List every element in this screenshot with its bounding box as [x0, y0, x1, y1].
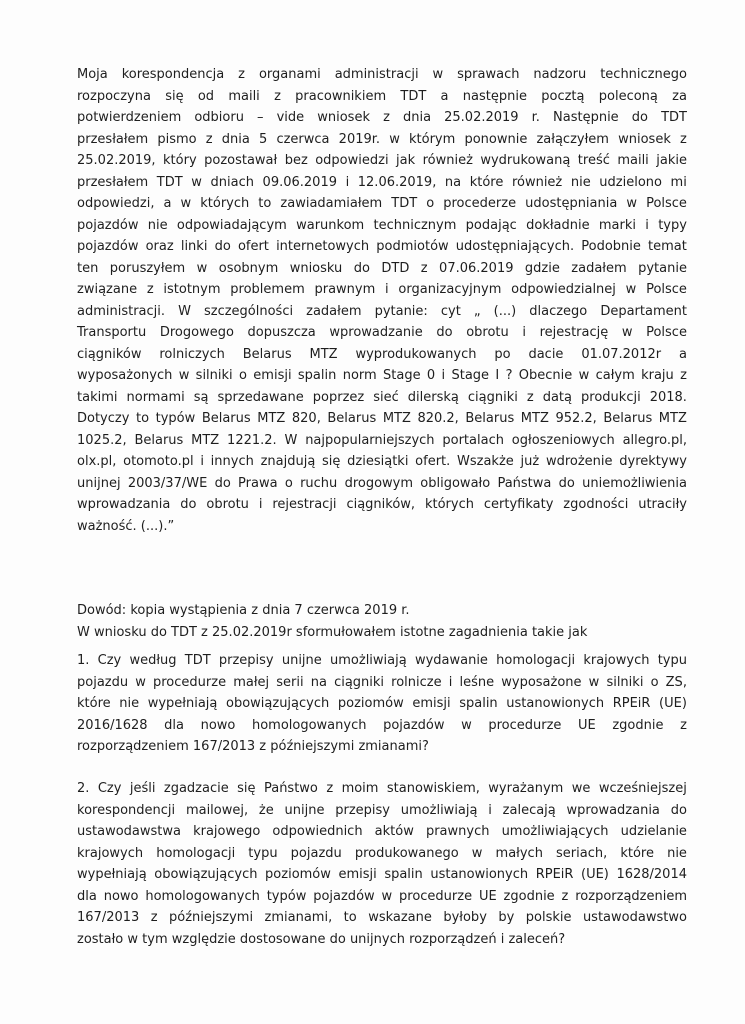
paragraph-question-2	[77, 778, 687, 950]
text-line: 2. Czy jeśli zgadzacie się Państwo z moim stanowiskiem, wyrażanym we wcześniejszej	[77, 781, 687, 796]
text-line: wprowadzania do obrotu i rejestracji ciągników, których certyfikaty zgodności utraciły	[77, 497, 687, 512]
text-line: 25.02.2019, który pozostawał bez odpowiedzi jak również wydrukowaną treść maili jakie	[77, 153, 687, 168]
text-line: ustawodawstwa krajowego odpowiednich aktów prawnych umożliwiających udzielanie	[77, 824, 687, 839]
text-line: rozporządzeniem 167/2013 z późniejszymi zmianami?	[77, 739, 429, 754]
text-line: Dowód: kopia wystąpienia z dnia 7 czerwca 2019 r.	[77, 603, 410, 618]
text-line: ciągników rolniczych Belarus MTZ wyprodukowanych po dacie 01.07.2012r a	[77, 346, 687, 362]
text-line: 2016/1628 dla nowo homologowanych pojazdów w procedurze UE zgodnie z	[77, 717, 687, 733]
text-line: wypełniają obowiązujących poziomów emisji spalin ustanowionych RPEiR (UE) 1628/2014	[77, 867, 687, 882]
text-line: korespondencji mailowej, że unijne przepisy umożliwiają i zalecają wprowadzania do	[77, 802, 687, 818]
text-line: 167/2013 z późniejszymi zmianami, to wskazane byłoby by polskie ustawodawstwo	[77, 910, 687, 925]
text-line: które nie wypełniają obowiązujących poziomów emisji spalin ustanowionych RPEiR (UE)	[77, 696, 687, 711]
text-line: takimi normami są sprzedawane poprzez sieć dilerską ciągniki z datą produkcji 2018.	[77, 389, 687, 405]
text-line: 1025.2, Belarus MTZ 1221.2. W najpopularniejszych portalach ogłoszeniowych allegro.pl,	[77, 432, 687, 448]
text-line: pojazdów oraz linki do ofert internetowych podmiotów udostępniających. Podobnie temat	[77, 239, 687, 254]
text-line: zostało w tym względzie dostosowane do unijnych rozporządzeń i zaleceń?	[77, 931, 566, 947]
paragraph-correspondence	[77, 64, 687, 537]
text-line: Moja korespondencja z organami administracji w sprawach nadzoru technicznego	[77, 67, 687, 82]
text-line: rozpoczyna się od maili z pracownikiem TDT a następnie pocztą poleconą za	[77, 88, 687, 104]
text-line: dla nowo homologowanych typów pojazdów w procedurze UE zgodnie z rozporządzeniem	[77, 888, 687, 904]
text-line: unijnej 2003/37/WE do Prawa o ruchu drogowym obligowało Państwa do uniemożliwienia	[77, 475, 687, 491]
text-line: W wniosku do TDT z 25.02.2019r sformułowałem istotne zagadnienia takie jak	[77, 624, 588, 640]
text-line: ważność. (...).”	[77, 518, 175, 534]
text-line: wyposażonych w silniki o emisji spalin norm Stage 0 i Stage I ? Obecnie w całym kraju z	[77, 368, 687, 383]
text-line: potwierdzeniem odbioru – vide wniosek z dnia 25.02.2019 r. Następnie do TDT	[77, 110, 687, 125]
text-line: olx.pl, otomoto.pl i innych znajdują się dziesiątki ofert. Wszakże już wdrożenie dyrektywy	[77, 454, 687, 469]
text-line: administracji. W szczególności zadałem pytanie: cyt „ (...) dlaczego Departament	[77, 303, 687, 319]
text-line: odpowiedzi, a w których to zawiadamiałem TDT o procederze udostępniania w Polsce	[77, 196, 687, 211]
text-line: przesłałem pismo z dnia 5 czerwca 2019r. w którym ponownie załączyłem wniosek z	[77, 131, 687, 147]
paragraph-question-1	[77, 650, 687, 758]
text-line: pojazdów nie odpowiadającym warunkom technicznym podając dokładnie marki i typy	[77, 217, 687, 233]
text-line: przesłałem TDT w dniach 09.06.2019 i 12.06.2019, na które również nie udzielono mi	[77, 174, 687, 190]
text-line: ten poruszyłem w osobnym wniosku do DTD z 07.06.2019 gdzie zadałem pytanie	[77, 260, 687, 276]
text-line: pojazdu w procedurze małej serii na ciągniki rolnicze i leśne wyposażone w silniki o ZS,	[77, 674, 687, 690]
text-line: 1. Czy według TDT przepisy unijne umożliwiają wydawanie homologacji krajowych typu	[77, 653, 687, 668]
text-line: krajowych homologacji typu pojazdu produkowanego w małych seriach, które nie	[77, 845, 687, 861]
text-line: Dotyczy to typów Belarus MTZ 820, Belarus MTZ 820.2, Belarus MTZ 952.2, Belarus MTZ	[77, 411, 687, 426]
text-line: Transportu Drogowego dopuszcza wprowadzanie do obrotu i rejestrację w Polsce	[77, 325, 687, 340]
paragraph-evidence	[77, 600, 687, 643]
text-line: związane z istotnym problemem prawnym i organizacyjnym odpowiedzialnej w Polsce	[77, 282, 687, 297]
